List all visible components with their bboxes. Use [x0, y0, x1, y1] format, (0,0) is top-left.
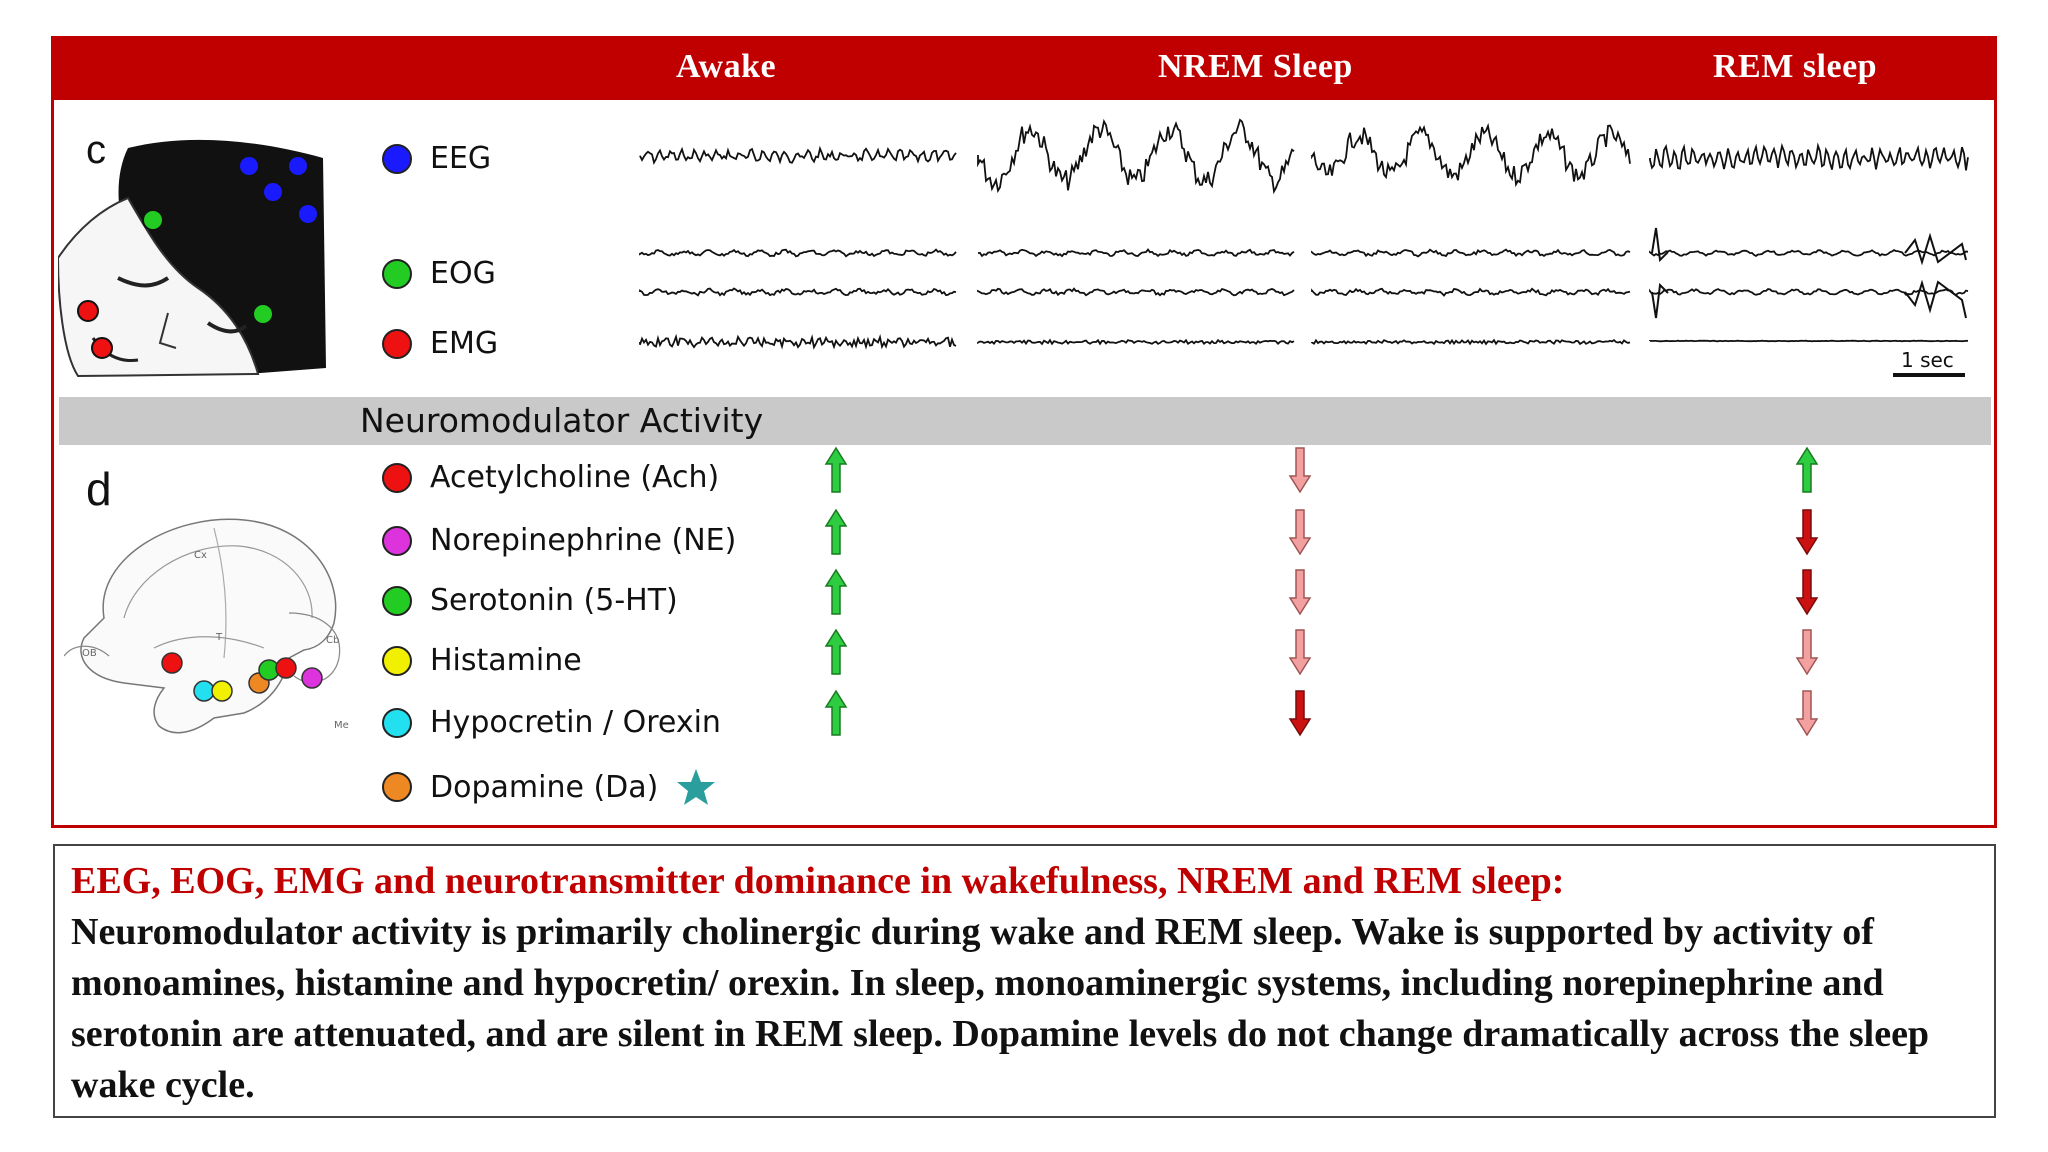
modulator-label: Norepinephrine (NE) [430, 523, 737, 558]
caption-body: Neuromodulator activity is primarily cholinergic during wake and REM sleep. Wake is supported by activity of monoamines, histamine and hypocretin/ orexin. In sleep, monoaminergic systems, including norepinephrine and serotonin are attenuated, and are silent in REM sleep. Dopamine levels do not change dramatically across the sleep wake cycle. [71, 911, 1930, 1106]
arrow-down-icon [1290, 448, 1310, 492]
column-title-awake: Awake [676, 48, 777, 85]
arrow-down-icon [1797, 691, 1817, 735]
emg-label: EMG [430, 326, 499, 361]
arrow-down-icon [1797, 570, 1817, 614]
column-title-rem: REM sleep [1713, 48, 1878, 85]
column-title-nrem: NREM Sleep [1158, 48, 1353, 85]
panel-letter-d: d [86, 463, 112, 515]
section-title: Neuromodulator Activity [360, 401, 764, 440]
arrow-up-icon [826, 448, 846, 492]
brain-label-cb: Cb [326, 635, 340, 646]
arrow-up-icon [1797, 448, 1817, 492]
arrow-up-icon [826, 630, 846, 674]
panel-letter-c: c [86, 128, 106, 172]
scale-bar-label: 1 sec [1901, 348, 1954, 372]
modulator-label: Serotonin (5-HT) [430, 583, 678, 618]
arrow-down-icon [1797, 510, 1817, 554]
brain-label-cx: Cx [194, 550, 207, 561]
arrow-up-icon [826, 691, 846, 735]
modulator-label: Hypocretin / Orexin [430, 705, 721, 740]
arrow-up-icon [826, 510, 846, 554]
brain-label-ob: OB [82, 648, 97, 659]
brain-label-t: T [216, 632, 223, 643]
arrow-down-icon [1797, 630, 1817, 674]
brain-label-me: Me [334, 720, 349, 731]
eog-label: EOG [430, 256, 496, 291]
caption-heading: EEG, EOG, EMG and neurotransmitter dominance in wakefulness, NREM and REM sleep: [71, 860, 1565, 902]
modulator-label: Acetylcholine (Ach) [430, 460, 720, 495]
arrow-down-icon [1290, 570, 1310, 614]
modulator-label: Histamine [430, 643, 582, 678]
caption-box [53, 844, 1996, 1118]
modulator-label: Dopamine (Da) [430, 769, 659, 805]
eeg-label: EEG [430, 141, 492, 176]
arrow-down-icon [1290, 691, 1310, 735]
arrow-up-icon [826, 570, 846, 614]
arrow-down-icon [1290, 630, 1310, 674]
arrow-down-icon [1290, 510, 1310, 554]
